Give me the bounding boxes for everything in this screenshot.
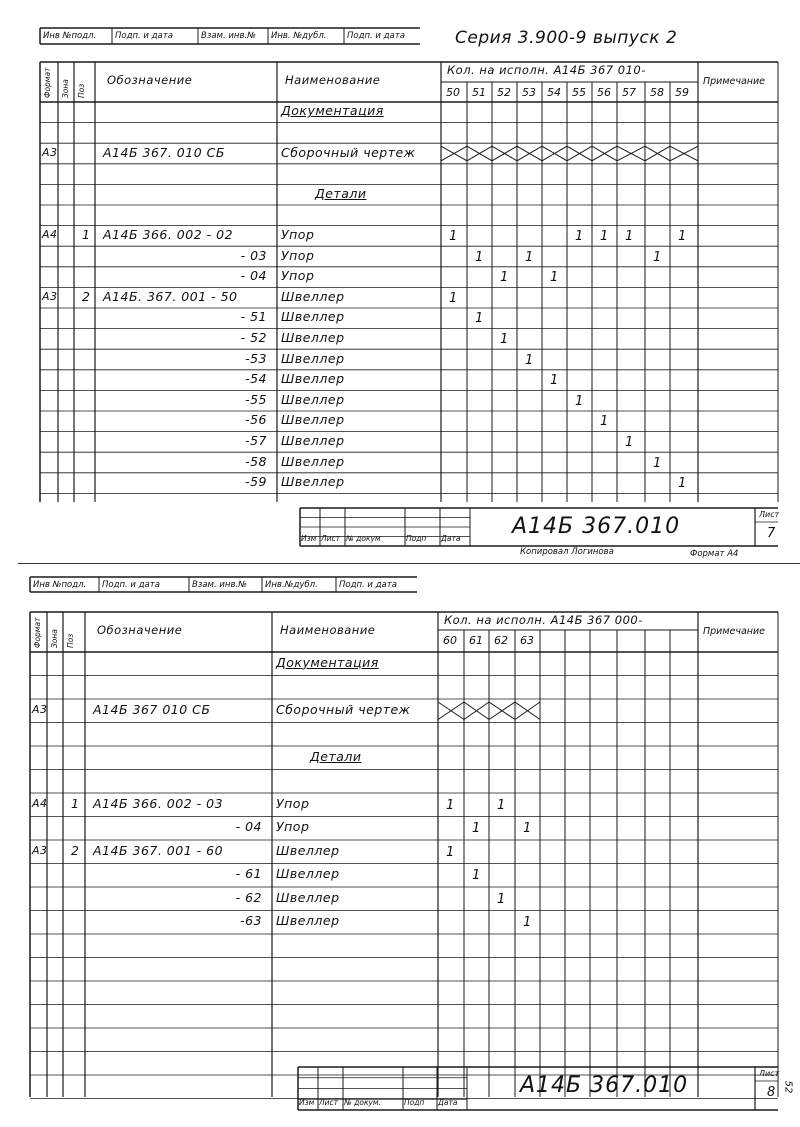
variant-header: 55 xyxy=(572,86,586,99)
name-cell: Детали xyxy=(310,748,362,764)
name-cell: Швеллер xyxy=(281,432,345,448)
designation-cell: - 03 xyxy=(240,247,267,263)
variant-header: 50 xyxy=(446,86,460,99)
quantity-cell: 1 xyxy=(625,228,634,244)
designation-cell: - 52 xyxy=(240,329,267,345)
name-cell: Упор xyxy=(276,795,310,811)
variant-header: 60 xyxy=(443,634,457,647)
name-cell: Детали xyxy=(315,185,367,201)
series-title: Серия 3.900-9 выпуск 2 xyxy=(455,28,678,48)
designation-cell: -57 xyxy=(245,432,267,448)
format-cell: А3 xyxy=(42,289,58,303)
name-cell: Швеллер xyxy=(276,889,340,905)
title-block-label: Дата xyxy=(441,534,461,543)
designation-cell: - 04 xyxy=(235,819,262,835)
spec-sheet-2 xyxy=(0,572,800,1127)
variant-header: 56 xyxy=(597,86,611,99)
format-cell: А3 xyxy=(42,145,58,159)
title-block-label: Изм xyxy=(299,1098,315,1107)
variant-header: 62 xyxy=(494,634,508,647)
name-header: Наименование xyxy=(280,623,376,637)
name-cell: Швеллер xyxy=(281,453,345,469)
format-cell: А3 xyxy=(32,843,48,857)
note-header: Примечание xyxy=(703,76,766,87)
variant-header: 61 xyxy=(469,634,483,647)
title-block-label: № докум xyxy=(346,534,381,543)
name-cell: Швеллер xyxy=(281,350,345,366)
stamp-label: Взам. инв.№ xyxy=(201,31,257,41)
format-cell: А4 xyxy=(42,227,58,241)
quantity-cell: 1 xyxy=(446,797,455,813)
stamp-label: Подп. и дата xyxy=(347,31,405,41)
designation-cell: А14Б 367. 010 СБ xyxy=(103,144,225,160)
quantity-cell: 1 xyxy=(600,228,609,244)
name-cell: Швеллер xyxy=(276,866,340,882)
quantity-cell: 1 xyxy=(575,228,584,244)
name-cell: Швеллер xyxy=(276,842,340,858)
quantity-cell: 1 xyxy=(446,844,455,860)
designation-cell: А14Б 367. 001 - 60 xyxy=(93,842,224,858)
name-cell: Упор xyxy=(281,268,315,284)
quantity-cell: 1 xyxy=(575,393,584,409)
stamp-label: Подп. и дата xyxy=(102,580,160,590)
designation-cell: - 61 xyxy=(235,866,262,882)
quantity-cell: 1 xyxy=(550,270,559,286)
quantity-cell: 1 xyxy=(678,228,687,244)
format-cell: А3 xyxy=(32,702,48,716)
name-cell: Швеллер xyxy=(276,913,340,929)
sheet-label: Лист xyxy=(759,510,780,519)
quantity-cell: 1 xyxy=(550,373,559,389)
name-cell: Упор xyxy=(276,819,310,835)
name-cell: Документация xyxy=(281,103,384,119)
name-cell: Упор xyxy=(281,247,315,263)
position-cell: 2 xyxy=(71,842,80,858)
sheet-number: 8 xyxy=(767,1085,776,1100)
designation-cell: -59 xyxy=(245,474,267,490)
stamp-label: Инв №подл. xyxy=(43,31,97,41)
quantity-cell: 1 xyxy=(678,476,687,492)
name-header: Наименование xyxy=(285,73,381,87)
quantity-cell: 1 xyxy=(525,352,534,368)
variant-header: 63 xyxy=(520,634,534,647)
designation-header: Обозначение xyxy=(97,623,183,637)
drawing-code: А14Б 367.010 xyxy=(512,514,681,539)
pos-header: Поз xyxy=(77,83,86,98)
stamp-label: Подп. и дата xyxy=(115,31,173,41)
name-cell: Сборочный чертеж xyxy=(276,701,411,717)
variant-header: 53 xyxy=(522,86,536,99)
designation-cell: -53 xyxy=(245,350,267,366)
designation-cell: - 62 xyxy=(235,889,262,905)
title-block-label: № докум. xyxy=(344,1098,381,1107)
designation-cell: -58 xyxy=(245,453,267,469)
designation-cell: -63 xyxy=(240,913,262,929)
format-label: Формат А4 xyxy=(690,549,739,559)
spec-sheet-1 xyxy=(0,0,800,560)
title-block-label: Подп xyxy=(406,534,427,543)
variant-header: 54 xyxy=(547,86,561,99)
name-cell: Швеллер xyxy=(281,288,345,304)
title-block-label: Лист xyxy=(319,1098,339,1107)
quantity-cell: 1 xyxy=(523,821,532,837)
stamp-label: Подп. и дата xyxy=(339,580,397,590)
designation-cell: А14Б 366. 002 - 03 xyxy=(93,795,224,811)
name-cell: Швеллер xyxy=(281,391,345,407)
format-cell: А4 xyxy=(32,796,48,810)
name-cell: Швеллер xyxy=(281,474,345,490)
quantity-cell: 1 xyxy=(500,270,509,286)
name-cell: Швеллер xyxy=(281,329,345,345)
designation-header: Обозначение xyxy=(107,73,193,87)
quantity-cell: 1 xyxy=(449,228,458,244)
stamp-label: Инв. №дубл. xyxy=(271,31,327,41)
variant-header: 58 xyxy=(650,86,664,99)
quantity-cell: 1 xyxy=(449,290,458,306)
quantity-header: Кол. на исполн. А14Б 367 010- xyxy=(447,63,646,77)
title-block-label: Изм xyxy=(301,534,317,543)
variant-header: 59 xyxy=(675,86,689,99)
designation-cell: - 04 xyxy=(240,268,267,284)
variant-header: 52 xyxy=(497,86,511,99)
quantity-cell: 1 xyxy=(525,249,534,265)
name-cell: Документация xyxy=(276,654,379,670)
quantity-cell: 1 xyxy=(653,455,662,471)
format-header: Формат xyxy=(33,617,42,648)
quantity-cell: 1 xyxy=(472,868,481,884)
quantity-header: Кол. на исполн. А14Б 367 000- xyxy=(444,613,643,627)
quantity-cell: 1 xyxy=(472,821,481,837)
name-cell: Сборочный чертеж xyxy=(281,144,416,160)
quantity-cell: 1 xyxy=(497,891,506,907)
stamp-label: Инв.№дубл. xyxy=(265,580,318,590)
name-cell: Упор xyxy=(281,226,315,242)
sheet-label: Лист xyxy=(759,1069,780,1078)
stamp-label: Взам. инв.№ xyxy=(192,580,248,590)
copied-by: Копировал Логинова xyxy=(520,547,614,557)
designation-cell: -56 xyxy=(245,412,267,428)
variant-header: 51 xyxy=(472,86,486,99)
name-cell: Швеллер xyxy=(281,309,345,325)
position-cell: 1 xyxy=(71,795,80,811)
quantity-cell: 1 xyxy=(497,797,506,813)
title-block-label: Подп xyxy=(404,1098,425,1107)
note-header: Примечание xyxy=(703,626,766,637)
quantity-cell: 1 xyxy=(523,915,532,931)
edge-mark: 52 xyxy=(782,1080,794,1094)
name-cell: Швеллер xyxy=(281,371,345,387)
zone-header: Зона xyxy=(50,629,59,648)
zone-header: Зона xyxy=(61,79,70,98)
designation-cell: -55 xyxy=(245,391,267,407)
quantity-cell: 1 xyxy=(625,434,634,450)
title-block-label: Дата xyxy=(438,1098,458,1107)
designation-cell: А14Б 367 010 СБ xyxy=(93,701,211,717)
designation-cell: -54 xyxy=(245,371,267,387)
quantity-cell: 1 xyxy=(475,249,484,265)
variant-header: 57 xyxy=(622,86,636,99)
position-cell: 2 xyxy=(82,288,91,304)
sheet-divider xyxy=(18,563,800,564)
quantity-cell: 1 xyxy=(475,311,484,327)
name-cell: Швеллер xyxy=(281,412,345,428)
drawing-code: А14Б 367.010 xyxy=(520,1073,689,1098)
format-header: Формат xyxy=(43,67,52,98)
sheet-number: 7 xyxy=(767,526,776,541)
designation-cell: А14Б 366. 002 - 02 xyxy=(103,226,234,242)
title-block-label: Лист xyxy=(321,534,341,543)
quantity-cell: 1 xyxy=(653,249,662,265)
designation-cell: - 51 xyxy=(240,309,267,325)
stamp-label: Инв №подл. xyxy=(33,580,87,590)
quantity-cell: 1 xyxy=(600,414,609,430)
pos-header: Поз xyxy=(66,633,75,648)
quantity-cell: 1 xyxy=(500,331,509,347)
designation-cell: А14Б. 367. 001 - 50 xyxy=(103,288,238,304)
position-cell: 1 xyxy=(82,226,91,242)
